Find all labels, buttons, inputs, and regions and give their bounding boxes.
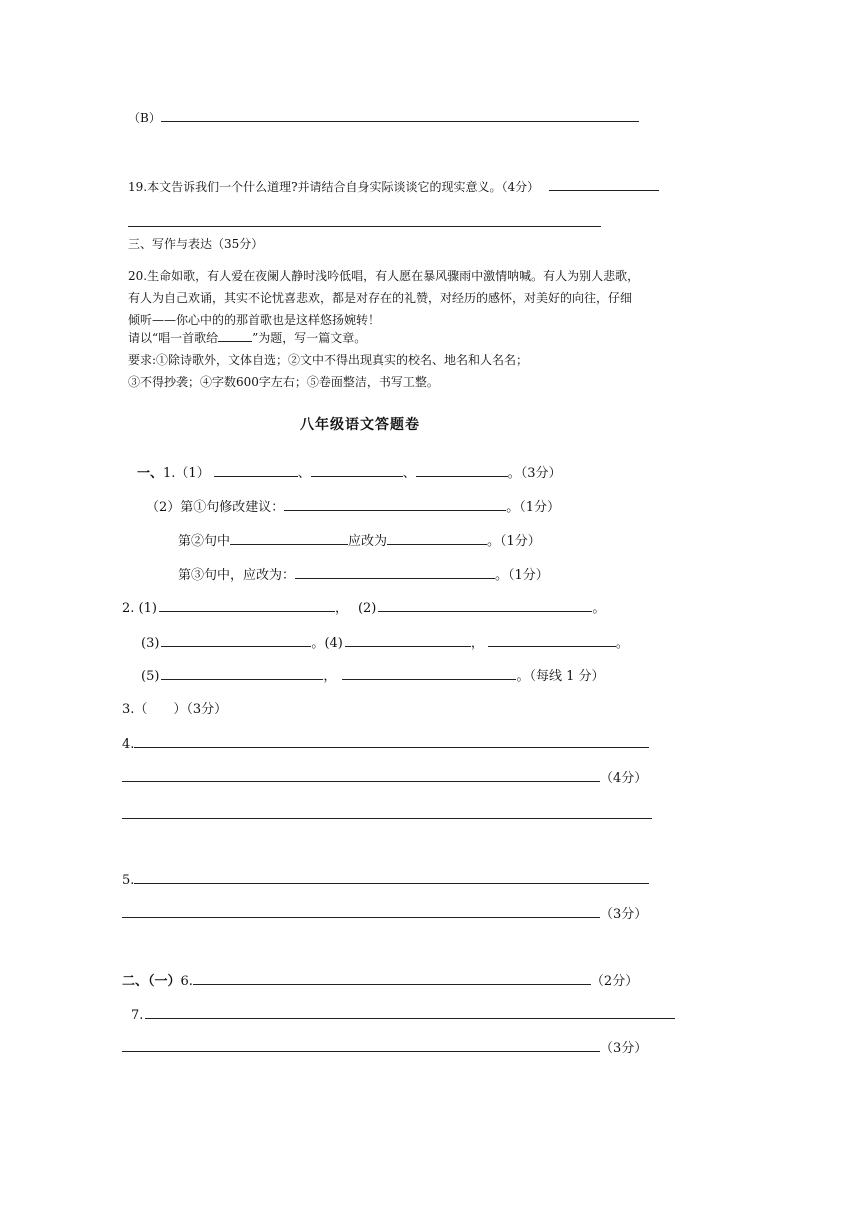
a5-answer-blank-2[interactable] bbox=[122, 906, 600, 918]
a1-p1-label: 1.（1） bbox=[163, 466, 210, 481]
a2-blank-1[interactable] bbox=[159, 600, 335, 612]
a5-label: 5. bbox=[122, 873, 135, 888]
a2-label-1: 2. (1) bbox=[122, 601, 157, 616]
a4-answer-line-3[interactable] bbox=[122, 818, 652, 819]
q20-line3: 倾听——你心中的的那首歌也是这样悠扬婉转！ bbox=[128, 313, 381, 327]
q19-answer-line[interactable] bbox=[128, 226, 601, 227]
a2-comma: ， bbox=[323, 669, 337, 684]
a1-blank-2[interactable] bbox=[311, 465, 403, 477]
a1-blank-3[interactable] bbox=[416, 465, 508, 477]
q20-requirements-2: ③不得抄袭；④字数600字左右；⑤卷面整洁，书写工整。 bbox=[128, 375, 439, 389]
a5-line2 bbox=[122, 906, 647, 923]
a1-correction-blank[interactable] bbox=[387, 533, 487, 545]
a1-wrong-word-blank[interactable] bbox=[230, 533, 348, 545]
a1-line2 bbox=[146, 499, 560, 516]
a1-p3-label: 第②句中 bbox=[178, 534, 231, 549]
a2-blank-5b[interactable] bbox=[342, 668, 516, 680]
a4-answer-blank-2[interactable] bbox=[122, 770, 600, 782]
q18b-line bbox=[128, 110, 639, 126]
a1-line4 bbox=[178, 567, 549, 584]
a7-line2 bbox=[122, 1040, 647, 1057]
q18b-answer-blank[interactable] bbox=[161, 110, 639, 122]
section1-label: 一、 bbox=[137, 466, 164, 481]
a6-line bbox=[122, 973, 638, 990]
a2-comma: ， bbox=[334, 601, 348, 616]
a5-answer-blank-1[interactable] bbox=[134, 872, 649, 884]
a4-line2 bbox=[122, 770, 647, 787]
a2-period: 。 bbox=[311, 636, 325, 651]
a1-score-3: 。（1分） bbox=[487, 534, 541, 549]
a4-answer-blank-1[interactable] bbox=[134, 736, 649, 748]
a2-blank-3[interactable] bbox=[161, 635, 311, 647]
q18b-label: （B） bbox=[128, 111, 161, 125]
a1-line1 bbox=[137, 465, 562, 482]
a7-label: 7. bbox=[131, 1008, 144, 1023]
a1-p2-label: （2）第①句修改建议： bbox=[146, 500, 285, 515]
a1-rewrite-blank[interactable] bbox=[295, 567, 495, 579]
a2-label-4: (4) bbox=[324, 636, 343, 651]
q20-title-blank[interactable] bbox=[218, 330, 252, 342]
a1-sep: 、 bbox=[402, 466, 416, 481]
section3-heading: 三、写作与表达（35分） bbox=[128, 237, 264, 251]
a2-line3 bbox=[141, 668, 604, 685]
a1-suggestion-blank[interactable] bbox=[284, 499, 506, 511]
a1-p4-label: 第③句中，应改为： bbox=[178, 568, 296, 583]
a5-score: （3分） bbox=[600, 907, 648, 922]
q20-line1: 20.生命如歌，有人爱在夜阑人静时浅吟低唱，有人愿在暴风骤雨中激情呐喊。有人为别人悲歌， bbox=[128, 269, 640, 283]
a7-line1 bbox=[131, 1007, 675, 1024]
a3-line: 3.（ ）（3分） bbox=[122, 702, 228, 717]
q19-question: 19.本文告诉我们一个什么道理?并请结合自身实际谈谈它的现实意义。（4分） bbox=[128, 180, 540, 194]
a7-answer-blank-1[interactable] bbox=[145, 1007, 675, 1019]
a5-line1 bbox=[122, 872, 649, 889]
q20-line4 bbox=[128, 330, 366, 346]
a1-score-2: 。（1分） bbox=[506, 500, 561, 515]
q20-line2: 有人为自己欢诵，其实不论忧喜悲欢，都是对存在的礼赞，对经历的感怀，对美好的向往，仔细 bbox=[128, 291, 633, 305]
a2-period: 。 bbox=[592, 601, 606, 616]
a7-score: （3分） bbox=[600, 1041, 648, 1056]
q20-prompt-end: ”为题，写一篇文章。 bbox=[252, 331, 367, 345]
a2-blank-5a[interactable] bbox=[161, 668, 323, 680]
a2-label-3: (3) bbox=[141, 636, 160, 651]
q19-line bbox=[128, 179, 659, 195]
a2-blank-4a[interactable] bbox=[345, 635, 471, 647]
section2-label: 二、（一） bbox=[122, 974, 181, 989]
a6-answer-blank[interactable] bbox=[193, 973, 591, 985]
a2-line2 bbox=[141, 635, 629, 652]
a2-line1 bbox=[122, 600, 605, 617]
a1-blank-1[interactable] bbox=[214, 465, 298, 477]
a1-score-1: 。（3分） bbox=[507, 466, 562, 481]
q19-answer-blank[interactable] bbox=[549, 179, 659, 191]
a2-score: 。（每线 1 分） bbox=[516, 669, 605, 684]
a2-period: 。 bbox=[615, 636, 629, 651]
a2-blank-4b[interactable] bbox=[488, 635, 616, 647]
a4-label: 4. bbox=[122, 737, 135, 752]
answer-sheet-title: 八年级语文答题卷 bbox=[300, 417, 420, 433]
a7-answer-blank-2[interactable] bbox=[122, 1040, 600, 1052]
a4-line1 bbox=[122, 736, 649, 753]
a2-comma: ， bbox=[470, 636, 484, 651]
q20-prompt-start: 请以“唱一首歌给 bbox=[128, 331, 219, 345]
a6-label: 6. bbox=[180, 974, 193, 989]
a1-p3-mid: 应改为 bbox=[348, 534, 388, 549]
a1-line3 bbox=[178, 533, 541, 550]
a4-score: （4分） bbox=[600, 771, 648, 786]
a6-score: （2分） bbox=[590, 974, 639, 989]
q20-requirements-1: 要求:①除诗歌外，文体自选；②文中不得出现真实的校名、地名和人名名； bbox=[128, 353, 529, 367]
a2-blank-2[interactable] bbox=[378, 600, 592, 612]
a1-sep: 、 bbox=[297, 466, 311, 481]
a2-label-2: (2) bbox=[357, 601, 377, 616]
a1-score-4: 。（1分） bbox=[495, 568, 549, 583]
a2-label-5: (5) bbox=[141, 669, 160, 684]
